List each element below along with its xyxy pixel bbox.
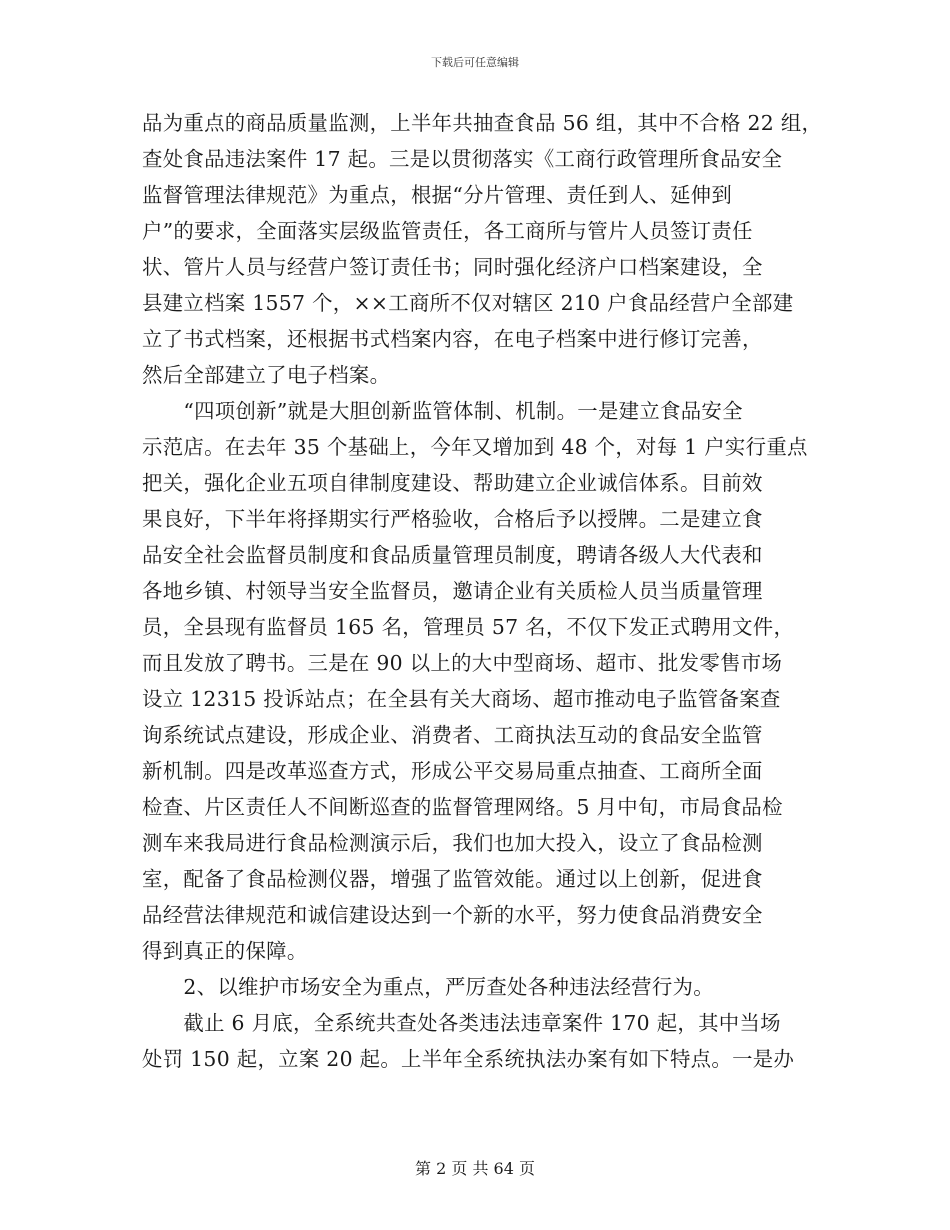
text-line: 检查、片区责任人不间断巡查的监督管理网络。5 月中旬，市局食品检 [142,795,783,819]
text-line: 品安全社会监督员制度和食品质量管理员制度，聘请各级人大代表和 [142,543,763,567]
header-note: 下载后可任意编辑 [431,56,519,69]
text-line: 而且发放了聘书。三是在 90 以上的大中型商场、超市、批发零售市场 [142,651,783,675]
text-line: 果良好，下半年将择期实行严格验收，合格后予以授牌。二是建立食 [142,507,763,531]
text-line: 然后全部建立了电子档案。 [142,363,391,387]
text-line: 立了书式档案，还根据书式档案内容，在电子档案中进行修订完善， [142,327,763,351]
text-line: 把关，强化企业五项自律制度建设、帮助建立企业诚信体系。目前效 [142,471,763,495]
text-line: 品经营法律规范和诚信建设达到一个新的水平，努力使食品消费安全 [142,903,763,927]
text-line: 设立 12315 投诉站点；在全县有关大商场、超市推动电子监管备案查 [142,687,781,711]
text-line: 2、以维护市场安全为重点，严厉查处各种违法经营行为。 [142,975,714,999]
text-line: 县建立档案 1557 个，××工商所不仅对辖区 210 户食品经营户全部建 [142,291,794,315]
text-line: 询系统试点建设，形成企业、消费者、工商执法互动的食品安全监管 [142,723,763,747]
page-number: 第 2 页 共 64 页 [415,1159,535,1178]
text-line: 示范店。在去年 35 个基础上，今年又增加到 48 个，对每 1 户实行重点 [142,435,808,459]
text-line: 品为重点的商品质量监测，上半年共抽查食品 56 组，其中不合格 22 组， [142,111,823,135]
text-line: 各地乡镇、村领导当安全监督员，邀请企业有关质检人员当质量管理 [142,579,763,603]
text-line: 得到真正的保障。 [142,939,308,963]
text-line: 监督管理法律规范》为重点，根据“分片管理、责任到人、延伸到 [142,183,733,207]
text-line: 室，配备了食品检测仪器，增强了监管效能。通过以上创新，促进食 [142,867,763,891]
text-line: 测车来我局进行食品检测演示后，我们也加大投入，设立了食品检测 [142,831,763,855]
text-line: 查处食品违法案件 17 起。三是以贯彻落实《工商行政管理所食品安全 [142,147,783,171]
text-line: “四项创新”就是大胆创新监管体制、机制。一是建立食品安全 [142,399,743,423]
text-line: 新机制。四是改革巡查方式，形成公平交易局重点抽查、工商所全面 [142,759,763,783]
text-line: 状、管片人员与经营户签订责任书；同时强化经济户口档案建设，全 [142,255,763,279]
text-line: 处罚 150 起，立案 20 起。上半年全系统执法办案有如下特点。一是办 [142,1047,795,1071]
text-line: 截止 6 月底，全系统共查处各类违法违章案件 170 起，其中当场 [142,1011,781,1035]
text-line: 户”的要求，全面落实层级监管责任，各工商所与管片人员签订责任 [142,219,753,243]
text-line: 员，全县现有监督员 165 名，管理员 57 名，不仅下发正式聘用文件， [142,615,795,639]
